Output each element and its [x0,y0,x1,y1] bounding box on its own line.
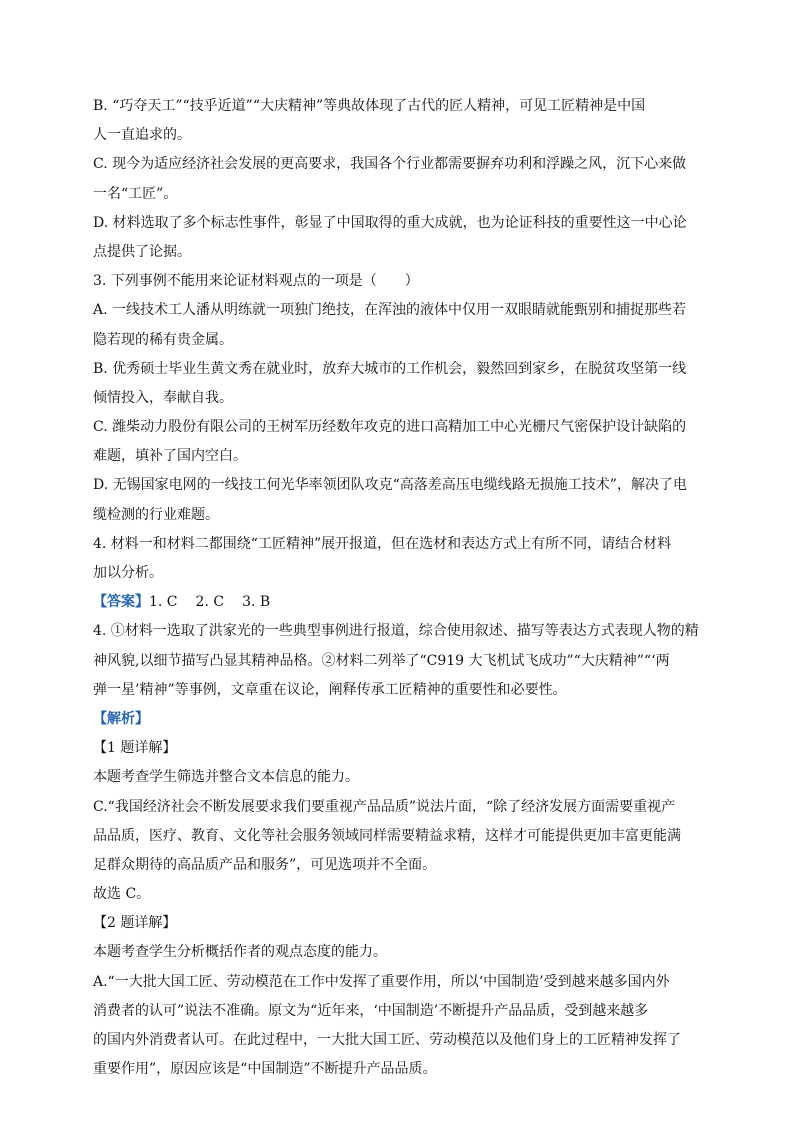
text-line: 故选 C。 [93,886,151,903]
text-line: C. 现今为适应经济社会发展的更高要求，我国各个行业都需要摒弃功利和浮躁之风，沉下心来做 [93,156,687,173]
text-line: 弹一星’精神”等事例，文章重在议论，阐释传承工匠精神的重要性和必要性。 [93,681,567,698]
answer-item: 1. C [149,594,178,611]
text-line: 缆检测的行业难题。 [93,506,219,523]
text-line: 难题，填补了国内空白。 [93,448,247,465]
analysis-label: 【解析】 [93,710,149,727]
text-line: 倾情投入，奉献自我。 [93,389,233,406]
text-line: 本题考查学生分析概括作者的观点态度的能力。 [93,944,387,961]
text-line: 神风貌,以细节描写凸显其精神品格。②材料二列举了“C919 大飞机试飞成功”“大庆精神”“‘两 [93,652,670,669]
text-line: 加以分析。 [93,565,163,581]
text-line: D. 材料选取了多个标志性事件，彰显了中国取得的重大成就，也为论证科技的重要性这一中心论 [93,214,687,231]
text-line: A. 一线技术工人潘从明练就一项独门绝技，在浑浊的液体中仅用一双眼睛就能甄别和捕捉那些若 [93,302,687,319]
text-line: C. 潍柴动力股份有限公司的王树军历经数年攻克的进口高精加工中心光栅尺气密保护设计缺陷的 [93,419,687,436]
text-line: 足群众期待的高品质产品和服务”，可见选项并不全面。 [93,856,437,873]
document-body [93,92,701,1084]
text-line: 重要作用”，原因应该是“中国制造”不断提升产品品质。 [93,1061,437,1078]
text-line: 点提供了论据。 [93,243,191,260]
text-line: 人一直追求的。 [93,127,191,144]
text-line: A.“一大批大国工匠、劳动模范在工作中发挥了重要作用，所以‘中国制造’受到越来越多国内外 [93,973,670,990]
q2-heading: 【2 题详解】 [93,915,177,932]
answer-item: 2. C [195,594,225,611]
text-line: 4. ①材料一选取了洪家光的一些典型事例进行报道，综合使用叙述、描写等表达方式表现人物的精 [93,623,699,640]
text-line: B. 优秀硕士毕业生黄文秀在就业时，放弃大城市的工作机会，毅然回到家乡，在脱贫攻坚第一线 [93,360,687,377]
answer-label: 【答案】 [93,594,149,611]
text-line: 一名“工匠”。 [93,185,178,202]
text-line: 品品质，医疗、教育、文化等社会服务领域同样需要精益求精，这样才可能提供更加丰富更能满 [93,827,681,844]
text-line: D. 无锡国家电网的一线技工何光华率领团队攻克“高落差高压电缆线路无损施工技术”，解决了电 [93,477,687,494]
text-line: C.“我国经济社会不断发展要求我们要重视产品品质”说法片面，“除了经济发展方面需要重视产 [93,798,676,815]
text-line: 隐若现的稀有贵金属。 [93,331,233,348]
text-line: 消费者的认可”说法不准确。原文为“近年来，‘中国制造’不断提升产品品质，受到越来越多 [93,1002,649,1019]
answer-line [93,588,701,617]
question-3-stem: 3. 下列事例不能用来论证材料观点的一项是（ ） [93,273,419,290]
text-line: 本题考查学生筛选并整合文本信息的能力。 [93,769,359,786]
analysis-heading [93,705,701,734]
text-line: B. “巧夺天工”“技乎近道”“大庆精神”等典故体现了古代的匠人精神，可见工匠精神是中国 [93,98,646,114]
text-line: 的国内外消费者认可。在此过程中，一大批大国工匠、劳动模范以及他们身上的工匠精神发挥了 [93,1032,681,1048]
question-4-stem: 4. 材料一和材料二都围绕“工匠精神”展开报道，但在选材和表达方式上有所不同，请结合材料 [93,535,672,552]
q1-heading: 【1 题详解】 [93,740,177,757]
answer-item: 3. B [242,594,271,611]
